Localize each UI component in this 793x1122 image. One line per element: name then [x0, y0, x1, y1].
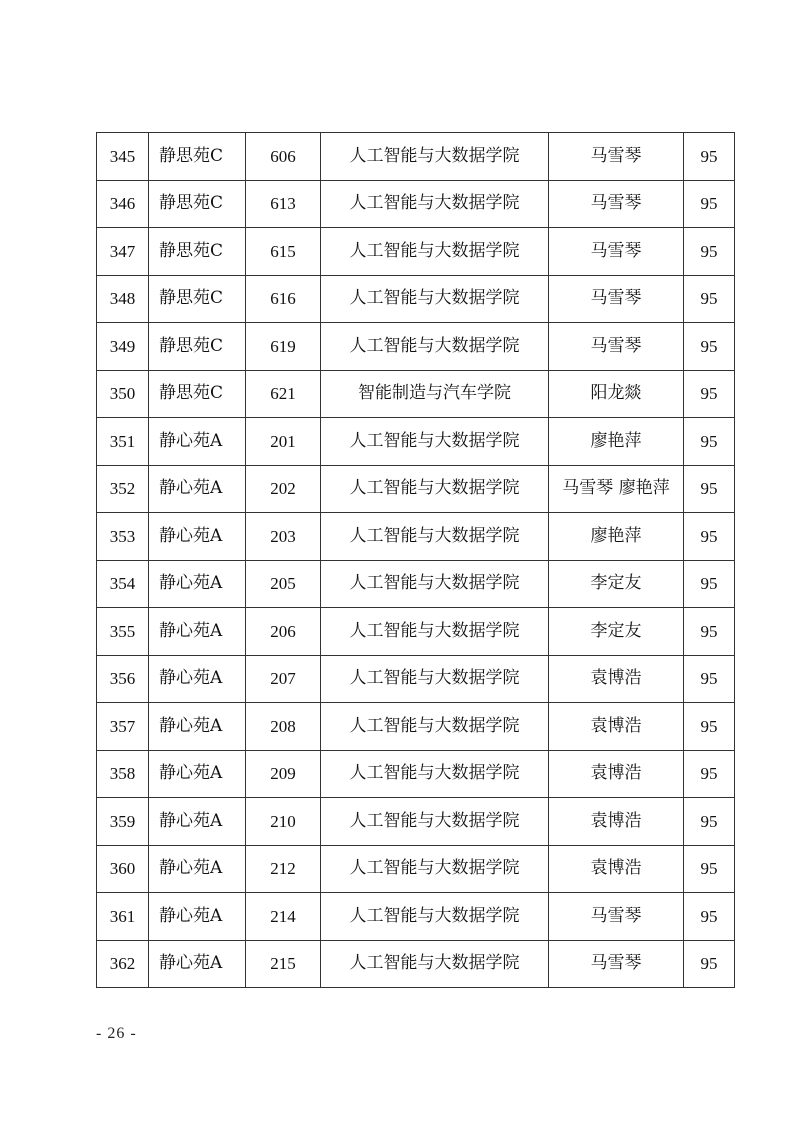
- table-row: [97, 798, 735, 846]
- cell-advisor: 马雪琴: [549, 133, 684, 181]
- cell-building: 静思苑C: [149, 228, 246, 276]
- table-row: [97, 465, 735, 513]
- cell-number: 345: [97, 133, 149, 181]
- table-row: [97, 560, 735, 608]
- cell-advisor: 马雪琴: [549, 940, 684, 988]
- table-row: [97, 608, 735, 656]
- cell-building: 静思苑C: [149, 275, 246, 323]
- cell-score: 95: [684, 323, 735, 371]
- cell-advisor: 袁博浩: [549, 655, 684, 703]
- cell-advisor: 袁博浩: [549, 703, 684, 751]
- cell-building: 静心苑A: [149, 513, 246, 561]
- cell-building: 静心苑A: [149, 845, 246, 893]
- cell-score: 95: [684, 275, 735, 323]
- cell-college: 智能制造与汽车学院: [321, 370, 549, 418]
- cell-room: 209: [246, 750, 321, 798]
- cell-room: 205: [246, 560, 321, 608]
- cell-college: 人工智能与大数据学院: [321, 940, 549, 988]
- cell-building: 静心苑A: [149, 893, 246, 941]
- cell-college: 人工智能与大数据学院: [321, 798, 549, 846]
- cell-advisor: 马雪琴 廖艳萍: [549, 465, 684, 513]
- cell-room: 215: [246, 940, 321, 988]
- cell-building: 静思苑C: [149, 323, 246, 371]
- cell-building: 静思苑C: [149, 180, 246, 228]
- cell-score: 95: [684, 133, 735, 181]
- cell-advisor: 李定友: [549, 560, 684, 608]
- cell-score: 95: [684, 465, 735, 513]
- cell-room: 201: [246, 418, 321, 466]
- cell-number: 348: [97, 275, 149, 323]
- cell-building: 静思苑C: [149, 370, 246, 418]
- cell-number: 351: [97, 418, 149, 466]
- cell-room: 613: [246, 180, 321, 228]
- cell-room: 208: [246, 703, 321, 751]
- cell-number: 346: [97, 180, 149, 228]
- cell-college: 人工智能与大数据学院: [321, 893, 549, 941]
- table-row: [97, 750, 735, 798]
- cell-room: 202: [246, 465, 321, 513]
- cell-number: 362: [97, 940, 149, 988]
- cell-score: 95: [684, 180, 735, 228]
- cell-score: 95: [684, 418, 735, 466]
- cell-number: 358: [97, 750, 149, 798]
- table-row: [97, 418, 735, 466]
- cell-college: 人工智能与大数据学院: [321, 845, 549, 893]
- cell-score: 95: [684, 608, 735, 656]
- table-row: [97, 845, 735, 893]
- cell-college: 人工智能与大数据学院: [321, 275, 549, 323]
- cell-score: 95: [684, 560, 735, 608]
- table-row: [97, 180, 735, 228]
- cell-score: 95: [684, 370, 735, 418]
- cell-building: 静心苑A: [149, 560, 246, 608]
- cell-room: 616: [246, 275, 321, 323]
- cell-number: 360: [97, 845, 149, 893]
- table-row: [97, 133, 735, 181]
- table-row: [97, 323, 735, 371]
- table-row: [97, 940, 735, 988]
- cell-building: 静心苑A: [149, 750, 246, 798]
- cell-building: 静心苑A: [149, 465, 246, 513]
- cell-building: 静心苑A: [149, 655, 246, 703]
- table-row: [97, 655, 735, 703]
- cell-room: 207: [246, 655, 321, 703]
- cell-advisor: 廖艳萍: [549, 418, 684, 466]
- cell-number: 356: [97, 655, 149, 703]
- cell-college: 人工智能与大数据学院: [321, 228, 549, 276]
- cell-college: 人工智能与大数据学院: [321, 513, 549, 561]
- cell-room: 214: [246, 893, 321, 941]
- cell-college: 人工智能与大数据学院: [321, 418, 549, 466]
- cell-room: 210: [246, 798, 321, 846]
- cell-advisor: 阳龙燚: [549, 370, 684, 418]
- cell-college: 人工智能与大数据学院: [321, 655, 549, 703]
- cell-advisor: 马雪琴: [549, 893, 684, 941]
- cell-score: 95: [684, 798, 735, 846]
- cell-advisor: 李定友: [549, 608, 684, 656]
- table-row: [97, 703, 735, 751]
- cell-building: 静思苑C: [149, 133, 246, 181]
- table-row: [97, 275, 735, 323]
- page-number: - 26 -: [96, 1025, 137, 1042]
- cell-number: 352: [97, 465, 149, 513]
- cell-room: 212: [246, 845, 321, 893]
- cell-number: 357: [97, 703, 149, 751]
- table-body: [97, 133, 735, 988]
- cell-number: 354: [97, 560, 149, 608]
- cell-building: 静心苑A: [149, 940, 246, 988]
- table-row: [97, 893, 735, 941]
- cell-number: 347: [97, 228, 149, 276]
- cell-room: 206: [246, 608, 321, 656]
- cell-room: 619: [246, 323, 321, 371]
- cell-building: 静心苑A: [149, 703, 246, 751]
- cell-building: 静心苑A: [149, 608, 246, 656]
- cell-score: 95: [684, 703, 735, 751]
- cell-number: 349: [97, 323, 149, 371]
- cell-college: 人工智能与大数据学院: [321, 703, 549, 751]
- cell-college: 人工智能与大数据学院: [321, 323, 549, 371]
- cell-score: 95: [684, 893, 735, 941]
- cell-number: 355: [97, 608, 149, 656]
- cell-room: 606: [246, 133, 321, 181]
- cell-room: 203: [246, 513, 321, 561]
- cell-number: 353: [97, 513, 149, 561]
- cell-advisor: 廖艳萍: [549, 513, 684, 561]
- cell-building: 静心苑A: [149, 798, 246, 846]
- cell-score: 95: [684, 750, 735, 798]
- cell-score: 95: [684, 940, 735, 988]
- cell-number: 359: [97, 798, 149, 846]
- cell-number: 361: [97, 893, 149, 941]
- table-row: [97, 513, 735, 561]
- cell-number: 350: [97, 370, 149, 418]
- table-row: [97, 228, 735, 276]
- cell-building: 静心苑A: [149, 418, 246, 466]
- cell-advisor: 马雪琴: [549, 180, 684, 228]
- cell-advisor: 马雪琴: [549, 323, 684, 371]
- table-row: [97, 370, 735, 418]
- cell-college: 人工智能与大数据学院: [321, 608, 549, 656]
- cell-advisor: 马雪琴: [549, 275, 684, 323]
- cell-score: 95: [684, 655, 735, 703]
- cell-college: 人工智能与大数据学院: [321, 465, 549, 513]
- cell-college: 人工智能与大数据学院: [321, 560, 549, 608]
- cell-advisor: 袁博浩: [549, 798, 684, 846]
- cell-score: 95: [684, 845, 735, 893]
- cell-score: 95: [684, 228, 735, 276]
- cell-score: 95: [684, 513, 735, 561]
- cell-college: 人工智能与大数据学院: [321, 180, 549, 228]
- cell-advisor: 袁博浩: [549, 845, 684, 893]
- cell-college: 人工智能与大数据学院: [321, 133, 549, 181]
- cell-college: 人工智能与大数据学院: [321, 750, 549, 798]
- dormitory-score-table: [96, 132, 735, 988]
- cell-room: 621: [246, 370, 321, 418]
- cell-advisor: 马雪琴: [549, 228, 684, 276]
- cell-room: 615: [246, 228, 321, 276]
- cell-advisor: 袁博浩: [549, 750, 684, 798]
